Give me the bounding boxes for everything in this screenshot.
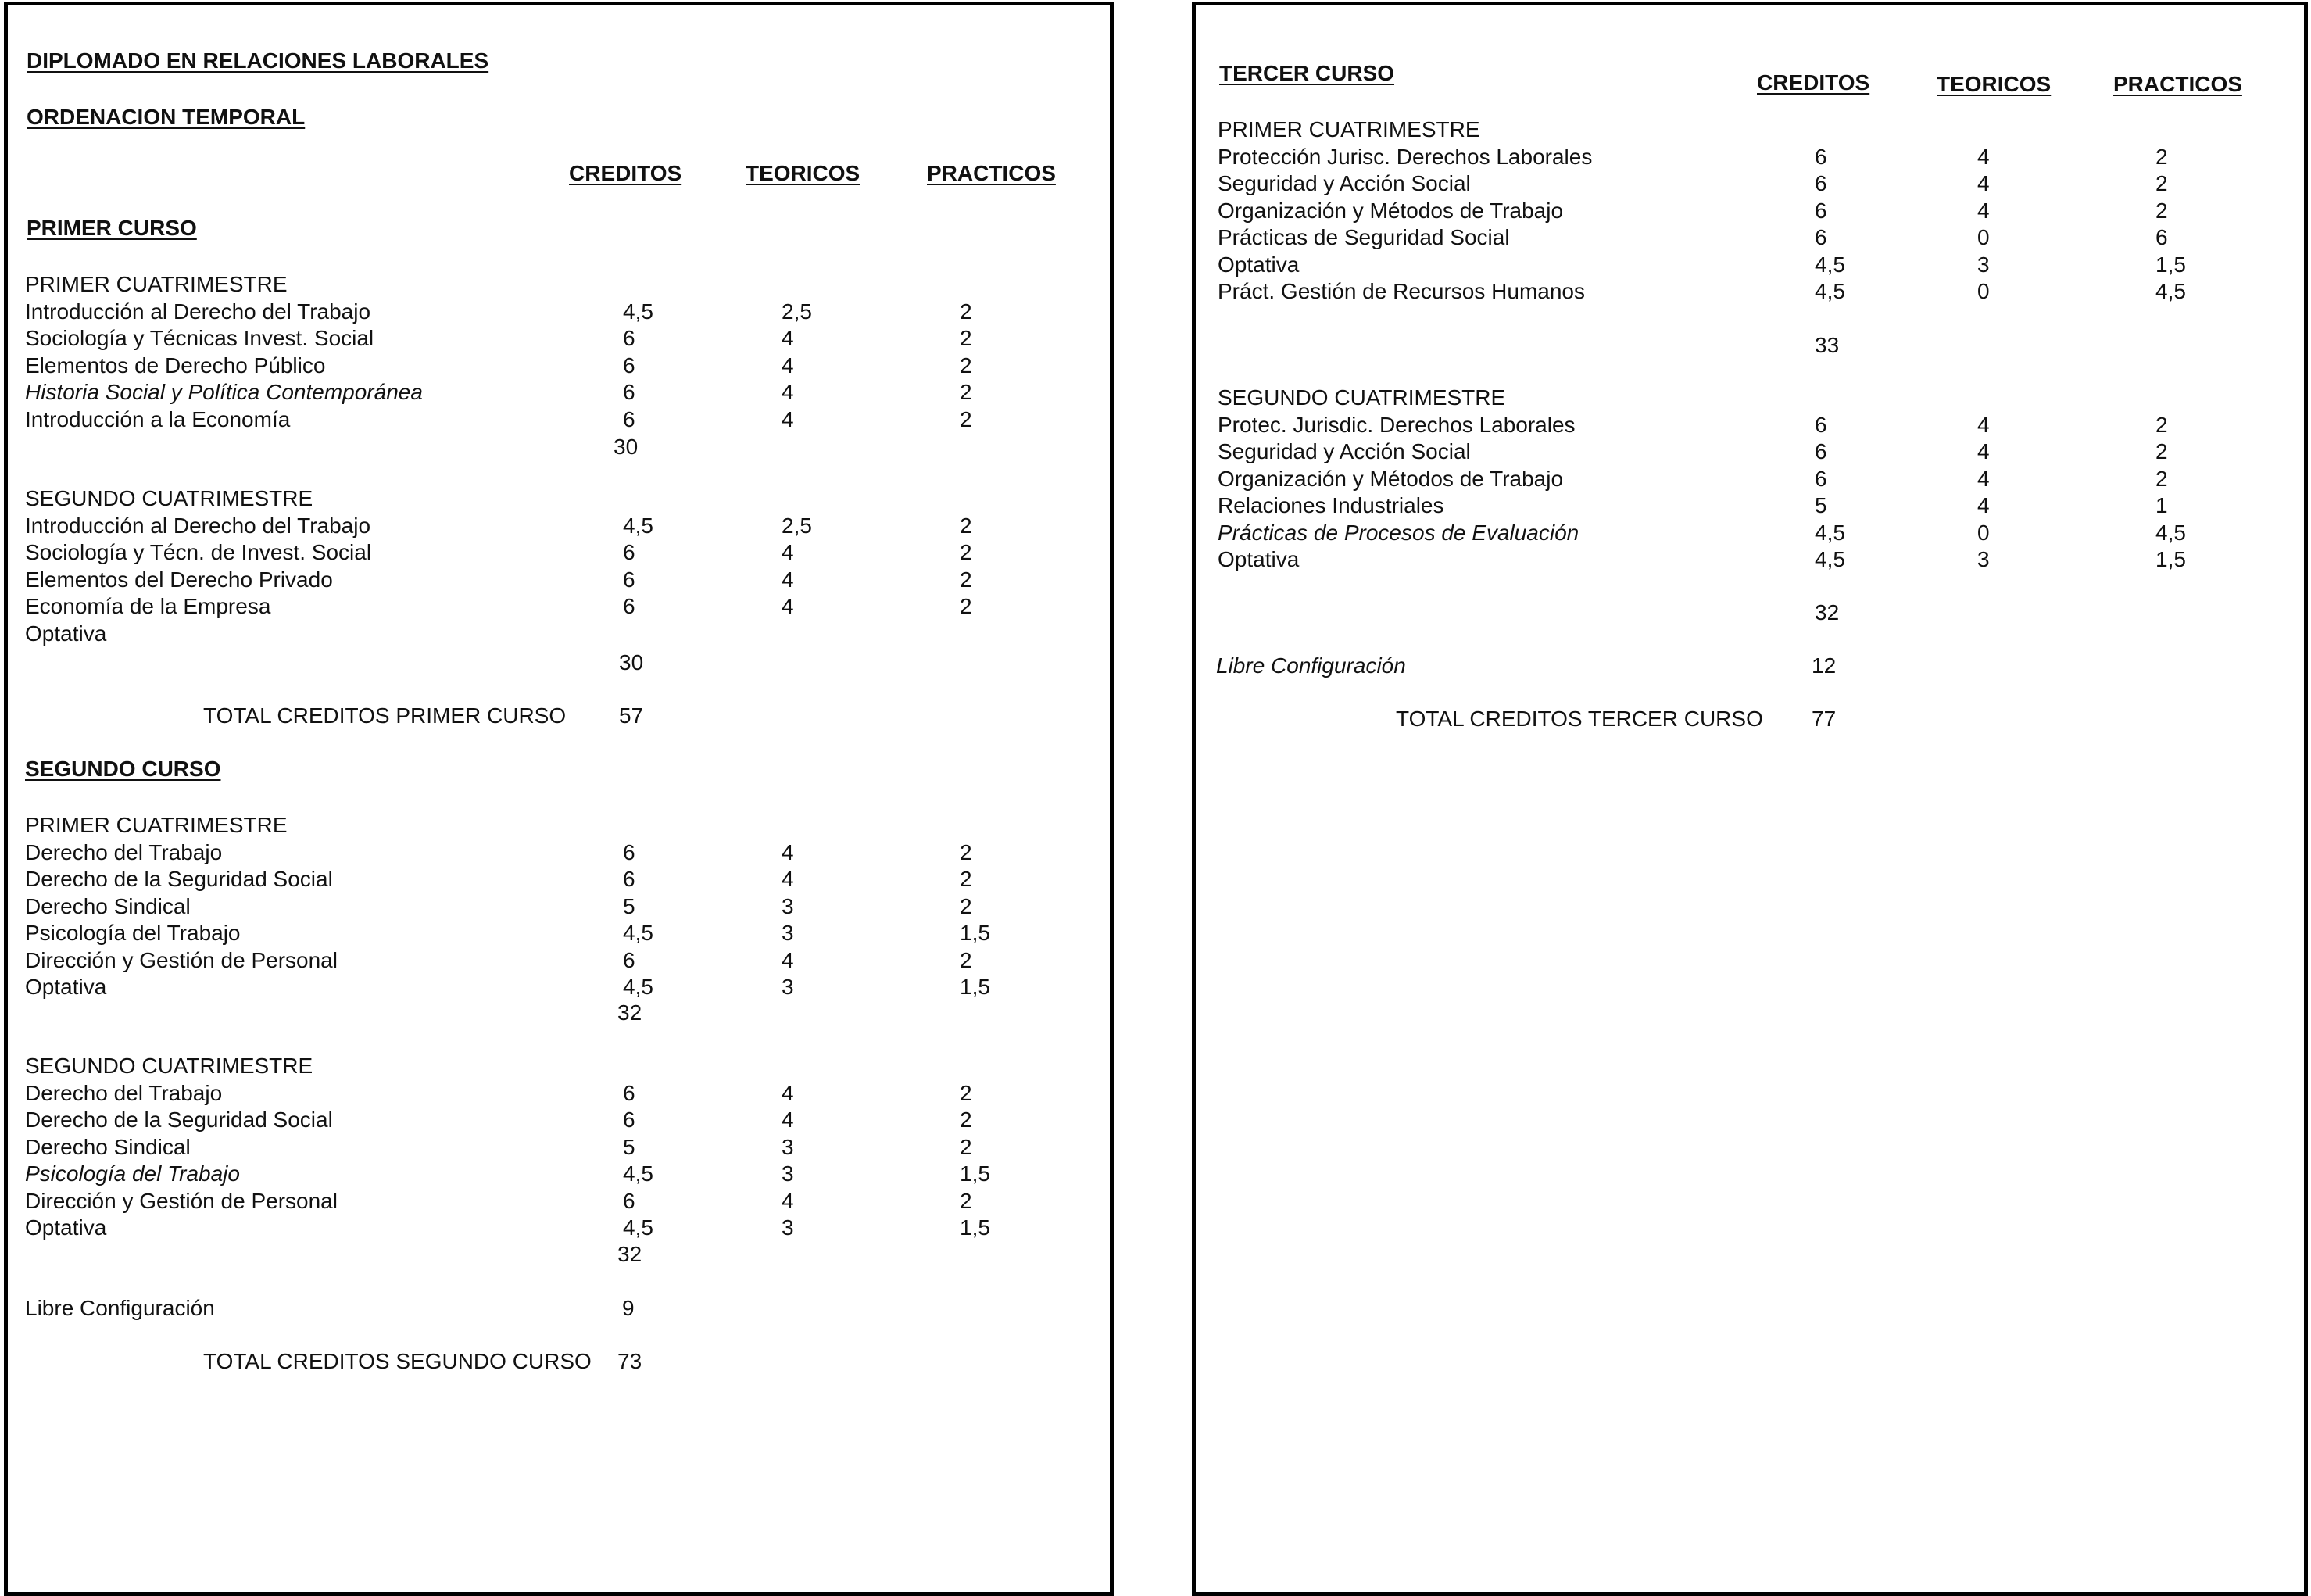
practice-cell: 2 (960, 594, 972, 618)
cuatrimestre-title: PRIMER CUATRIMESTRE (1218, 117, 1480, 141)
table-row-subject: Optativa (1218, 252, 1300, 277)
subtotal: 30 (614, 435, 639, 459)
theory-cell: 3 (782, 1161, 794, 1186)
theory-cell: 4 (1977, 412, 1990, 437)
libre-value: 12 (1812, 653, 1837, 678)
credits-cell: 6 (623, 380, 635, 404)
credits-cell: 4,5 (623, 1161, 653, 1186)
left-page (4, 2, 1114, 1596)
credits-cell: 6 (1815, 466, 1827, 491)
table-row-subject: Sociología y Técnicas Invest. Social (25, 326, 374, 350)
practice-cell: 2 (960, 1108, 972, 1132)
practice-cell: 4,5 (2155, 279, 2186, 303)
credits-cell: 6 (623, 839, 635, 864)
credits-cell: 6 (623, 1108, 635, 1132)
theory-cell: 3 (1977, 547, 1990, 571)
credits-cell: 6 (623, 352, 635, 378)
theory-cell: 4 (782, 839, 794, 864)
cuatrimestre-title: SEGUNDO CUATRIMESTRE (1218, 385, 1506, 410)
credits-cell: 6 (623, 1080, 635, 1105)
table-row-subject: Sociología y Técn. de Invest. Social (25, 540, 372, 564)
credits-cell: 6 (1815, 198, 1827, 223)
table-row-subject: Protec. Jurisdic. Derechos Laborales (1218, 412, 1576, 437)
credits-cell: 6 (623, 406, 635, 431)
theory-cell: 3 (782, 1215, 794, 1240)
page-title: DIPLOMADO EN RELACIONES LABORALES (27, 48, 489, 73)
theory-cell: 3 (782, 893, 794, 918)
credits-cell: 4,5 (1815, 252, 1845, 277)
cuatrimestre-title: PRIMER CUATRIMESTRE (25, 813, 288, 837)
theory-cell: 4 (1977, 198, 1990, 223)
table-row-subject: Introducción al Derecho del Trabajo (25, 513, 371, 538)
credits-cell: 4,5 (623, 975, 653, 999)
practice-cell: 6 (2155, 225, 2168, 249)
credits-cell: 4,5 (623, 1215, 653, 1240)
theory-cell: 0 (1977, 279, 1990, 303)
table-row-subject: Introducción a la Economía (25, 406, 291, 431)
header-practicos: PRACTICOS (927, 161, 1056, 185)
credits-cell: 6 (1815, 412, 1827, 437)
theory-cell: 4 (782, 352, 794, 378)
subtotal: 32 (617, 1242, 642, 1266)
practice-cell: 2 (2155, 439, 2168, 463)
practice-cell: 1,5 (960, 1215, 990, 1240)
practice-cell: 2 (960, 513, 972, 538)
page-subtitle: ORDENACION TEMPORAL (27, 105, 306, 129)
credits-cell: 6 (1815, 225, 1827, 249)
table-row-subject: Dirección y Gestión de Personal (25, 1188, 338, 1213)
theory-cell: 4 (1977, 171, 1990, 195)
table-row-subject: Relaciones Industriales (1218, 493, 1444, 517)
credits-cell: 6 (623, 326, 635, 350)
credits-cell: 6 (623, 1188, 635, 1213)
total-label: TOTAL CREDITOS PRIMER CURSO (203, 703, 567, 728)
total-value: 57 (619, 703, 644, 728)
table-row-subject: Psicología del Trabajo (25, 1161, 240, 1186)
theory-cell: 4 (782, 326, 794, 350)
theory-cell: 4 (782, 867, 794, 891)
table-row-subject: Historia Social y Política Contemporánea (25, 380, 423, 404)
libre-label: Libre Configuración (25, 1296, 215, 1320)
theory-cell: 4 (782, 1080, 794, 1105)
table-row-subject: Derecho Sindical (25, 893, 191, 918)
table-row-subject: Optativa (25, 621, 107, 646)
credits-cell: 4,5 (623, 299, 653, 324)
practice-cell: 1,5 (960, 975, 990, 999)
practice-cell: 1,5 (2155, 252, 2186, 277)
practice-cell: 2 (960, 326, 972, 350)
credits-cell: 4,5 (1815, 520, 1845, 545)
theory-cell: 3 (1977, 252, 1990, 277)
practice-cell: 2 (960, 947, 972, 972)
table-row-subject: Derecho de la Seguridad Social (25, 1108, 333, 1132)
practice-cell: 1,5 (960, 921, 990, 945)
cuatrimestre-title: PRIMER CUATRIMESTRE (25, 272, 288, 296)
table-row-subject: Introducción al Derecho del Trabajo (25, 299, 371, 324)
practice-cell: 2 (960, 352, 972, 378)
credits-cell: 4,5 (623, 921, 653, 945)
total-value: 73 (617, 1349, 642, 1373)
practice-cell: 2 (960, 893, 972, 918)
practice-cell: 2 (960, 839, 972, 864)
table-row-subject: Optativa (25, 1215, 107, 1240)
table-row-subject: Prácticas de Procesos de Evaluación (1218, 520, 1579, 545)
table-row-subject: Organización y Métodos de Trabajo (1218, 198, 1564, 223)
table-row-subject: Dirección y Gestión de Personal (25, 947, 338, 972)
practice-cell: 2 (2155, 144, 2168, 169)
credits-cell: 4,5 (1815, 279, 1845, 303)
practice-cell: 2 (960, 567, 972, 592)
practice-cell: 2 (960, 540, 972, 564)
theory-cell: 4 (782, 947, 794, 972)
header-practicos: PRACTICOS (2113, 72, 2242, 96)
credits-cell: 4,5 (1815, 547, 1845, 571)
table-row-subject: Seguridad y Acción Social (1218, 171, 1471, 195)
credits-cell: 6 (623, 594, 635, 618)
practice-cell: 2 (960, 406, 972, 431)
header-teoricos: TEORICOS (1937, 72, 2052, 96)
practice-cell: 2 (2155, 198, 2168, 223)
table-row-subject: Economía de la Empresa (25, 594, 271, 618)
table-row-subject: Optativa (1218, 547, 1300, 571)
header-creditos: CREDITOS (569, 161, 682, 185)
credits-cell: 6 (623, 947, 635, 972)
subtotal: 32 (617, 1000, 642, 1025)
credits-cell: 6 (623, 867, 635, 891)
credits-cell: 6 (1815, 144, 1827, 169)
table-row-subject: Prácticas de Seguridad Social (1218, 225, 1510, 249)
total-label: TOTAL CREDITOS SEGUNDO CURSO (203, 1349, 592, 1373)
theory-cell: 3 (782, 921, 794, 945)
cuatrimestre-title: SEGUNDO CUATRIMESTRE (25, 1054, 313, 1078)
libre-label: Libre Configuración (1216, 653, 1406, 678)
practice-cell: 4,5 (2155, 520, 2186, 545)
theory-cell: 4 (782, 1108, 794, 1132)
total-value: 77 (1812, 707, 1837, 731)
table-row-subject: Optativa (25, 975, 107, 999)
theory-cell: 3 (782, 1134, 794, 1159)
practice-cell: 2 (960, 299, 972, 324)
practice-cell: 2 (960, 867, 972, 891)
practice-cell: 2 (960, 380, 972, 404)
theory-cell: 2,5 (782, 513, 812, 538)
credits-cell: 4,5 (623, 513, 653, 538)
practice-cell: 2 (960, 1188, 972, 1213)
subtotal: 30 (619, 650, 644, 675)
table-row-subject: Derecho del Trabajo (25, 839, 223, 864)
header-creditos: CREDITOS (1757, 70, 1870, 95)
practice-cell: 1,5 (2155, 547, 2186, 571)
credits-cell: 6 (623, 567, 635, 592)
table-row-subject: Elementos de Derecho Público (25, 352, 326, 378)
table-row-subject: Práct. Gestión de Recursos Humanos (1218, 279, 1585, 303)
theory-cell: 0 (1977, 225, 1990, 249)
course-title: PRIMER CURSO (27, 216, 197, 240)
credits-cell: 5 (623, 893, 635, 918)
table-row-subject: Seguridad y Acción Social (1218, 439, 1471, 463)
practice-cell: 2 (960, 1080, 972, 1105)
credits-cell: 6 (623, 540, 635, 564)
libre-value: 9 (622, 1296, 635, 1320)
credits-cell: 6 (1815, 171, 1827, 195)
practice-cell: 2 (2155, 171, 2168, 195)
header-teoricos: TEORICOS (746, 161, 860, 185)
theory-cell: 4 (782, 406, 794, 431)
theory-cell: 0 (1977, 520, 1990, 545)
credits-cell: 5 (1815, 493, 1827, 517)
practice-cell: 2 (2155, 466, 2168, 491)
theory-cell: 2,5 (782, 299, 812, 324)
theory-cell: 4 (782, 1188, 794, 1213)
table-row-subject: Elementos del Derecho Privado (25, 567, 333, 592)
practice-cell: 1 (2155, 493, 2168, 517)
theory-cell: 4 (782, 594, 794, 618)
theory-cell: 4 (782, 567, 794, 592)
theory-cell: 4 (1977, 466, 1990, 491)
total-label: TOTAL CREDITOS TERCER CURSO (1396, 707, 1763, 731)
subtotal: 32 (1815, 600, 1840, 624)
table-row-subject: Derecho de la Seguridad Social (25, 867, 333, 891)
cuatrimestre-title: SEGUNDO CUATRIMESTRE (25, 486, 313, 510)
theory-cell: 4 (782, 540, 794, 564)
theory-cell: 4 (782, 380, 794, 404)
subtotal: 33 (1815, 333, 1840, 357)
credits-cell: 5 (623, 1134, 635, 1159)
practice-cell: 1,5 (960, 1161, 990, 1186)
right-page (1192, 2, 2308, 1596)
theory-cell: 4 (1977, 439, 1990, 463)
theory-cell: 4 (1977, 144, 1990, 169)
course-title: SEGUNDO CURSO (25, 757, 221, 781)
page-title: TERCER CURSO (1219, 61, 1395, 85)
table-row-subject: Protección Jurisc. Derechos Laborales (1218, 144, 1593, 169)
table-row-subject: Derecho Sindical (25, 1134, 191, 1159)
practice-cell: 2 (2155, 412, 2168, 437)
theory-cell: 3 (782, 975, 794, 999)
theory-cell: 4 (1977, 493, 1990, 517)
table-row-subject: Derecho del Trabajo (25, 1080, 223, 1105)
practice-cell: 2 (960, 1134, 972, 1159)
table-row-subject: Organización y Métodos de Trabajo (1218, 466, 1564, 491)
table-row-subject: Psicología del Trabajo (25, 921, 241, 945)
credits-cell: 6 (1815, 439, 1827, 463)
